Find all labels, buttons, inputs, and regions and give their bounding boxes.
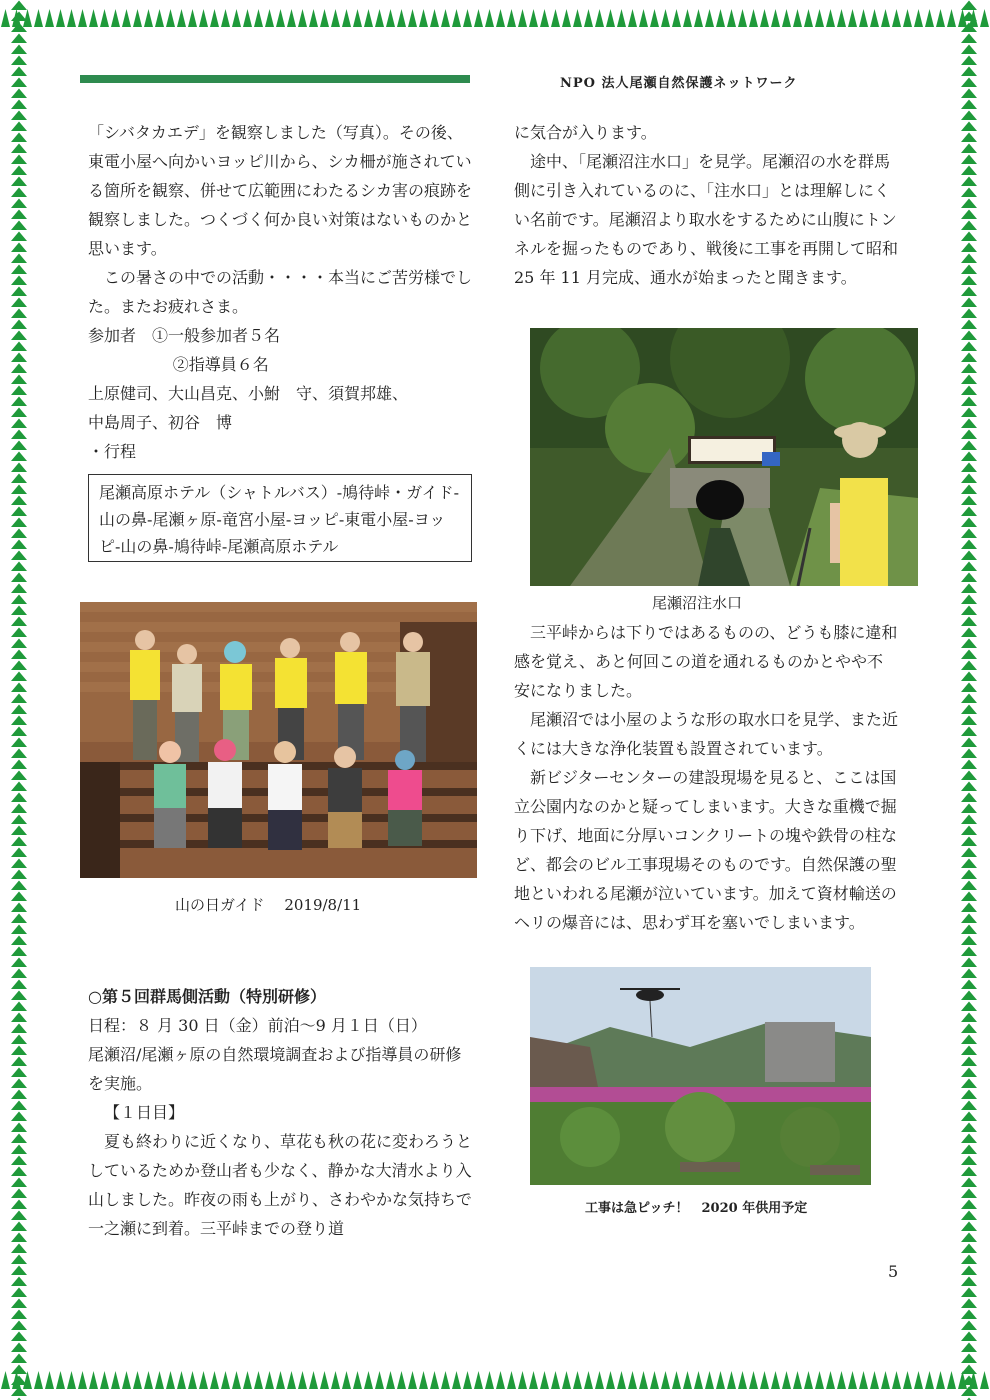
group-photo-image xyxy=(80,602,477,878)
construction-caption: 工事は急ピッチ！ 2020 年供用予定 xyxy=(585,1201,808,1216)
bottom-tree-border xyxy=(0,1370,990,1392)
group-photo xyxy=(80,602,477,878)
header-organization: NPO 法人尾瀬自然保護ネットワーク xyxy=(560,76,798,91)
schedule-text: 日程：８ 月 30 日（金）前泊～9 月１日（日） xyxy=(88,1016,427,1035)
left-para-2: この暑さの中での活動・・・・本当にご苦労様でした。またお疲れさま。 xyxy=(88,268,473,316)
top-tree-border xyxy=(0,8,990,30)
left-column-top xyxy=(88,118,472,466)
construction-photo xyxy=(530,967,871,1185)
water-intake-photo xyxy=(530,328,918,586)
left-tree-border xyxy=(8,0,30,1400)
right-column-middle xyxy=(514,618,898,937)
left-para-3: 夏も終わりに近くなり、草花も秋の花に変わろうとしているためか登山者も少なく、静かな大清水より入山しました。昨夜の雨も上がり、さわやかな気持ちで一之瀬に到着。三平峠までの登り道 xyxy=(88,1132,473,1238)
right-para-3: 三平峠からは下りではあるものの、どうも膝に違和感を覚え、あと何回この道を通れるものかとやや不安になりました。 xyxy=(514,623,898,700)
right-para-1: に気合が入ります。 xyxy=(514,123,657,142)
left-para-1: 「シバタカエデ」を観察しました（写真）。その後、東電小屋へ向かいヨッピ川から、シカ柵が施されている箇所を観察、併せて広範囲にわたるシカ害の痕跡を観察しました。つくづく何か良い対策はないものかと思います。 xyxy=(88,123,473,258)
construction-image xyxy=(530,967,871,1185)
participants-label: 参加者 ①一般参加者５名 xyxy=(88,326,281,345)
right-tree-border xyxy=(958,0,980,1400)
participants-instructors: ②指導員６名 xyxy=(172,355,269,374)
participant-names-1: 上原健司、大山昌克、小鮒 守、須賀邦雄、 xyxy=(88,384,409,403)
right-para-2: 途中、「尾瀬沼注水口」を見学。尾瀬沼の水を群馬側に引き入れているのに、「注水口」とは理解しにくい名前です。尾瀬沼より取水をするために山腹にトンネルを掘ったものであり、戦後に工事を再開して昭和 25 年 11 月完成、通水が始まったと聞きます。 xyxy=(514,152,899,287)
header-accent-bar xyxy=(80,75,470,83)
participant-names-2: 中島周子、初谷 博 xyxy=(88,413,233,432)
group-photo-caption: 山の日ガイド 2019/8/11 xyxy=(175,896,362,914)
section-title: ○第５回群馬側活動（特別研修） xyxy=(88,987,326,1006)
right-para-4: 尾瀬沼では小屋のような形の取水口を見学、また近くには大きな浄化装置も設置されています。 xyxy=(514,710,899,758)
itinerary-label: ・行程 xyxy=(88,442,137,461)
water-intake-caption: 尾瀬沼注水口 xyxy=(652,594,743,612)
right-para-5: 新ビジターセンターの建設現場を見ると、ここは国立公園内なのかと疑ってしまいます。大きな重機で掘り下げ、地面に分厚いコンクリートの塊や鉄骨の柱など、都会のビル工事現場そのものです。自然保護の聖地といわれる尾瀬が泣いています。加えて資材輸送のヘリの爆音には、思わず耳を塞いでしまいます。 xyxy=(514,768,898,932)
water-intake-image xyxy=(530,328,918,586)
itinerary-route-box: 尾瀬高原ホテル（シャトルバス）-鳩待峠・ガイド-山の鼻-尾瀬ヶ原-竜宮小屋-ヨッピ-東電小屋-ヨッピ-山の鼻-鳩待峠-尾瀬高原ホテル xyxy=(88,474,472,562)
right-column-top xyxy=(514,118,898,292)
page-number: 5 xyxy=(888,1262,899,1281)
day1-label: 【１日目】 xyxy=(104,1103,185,1122)
left-column-bottom xyxy=(88,982,472,1243)
purpose-text: 尾瀬沼/尾瀬ヶ原の自然環境調査および指導員の研修を実施。 xyxy=(88,1045,462,1093)
